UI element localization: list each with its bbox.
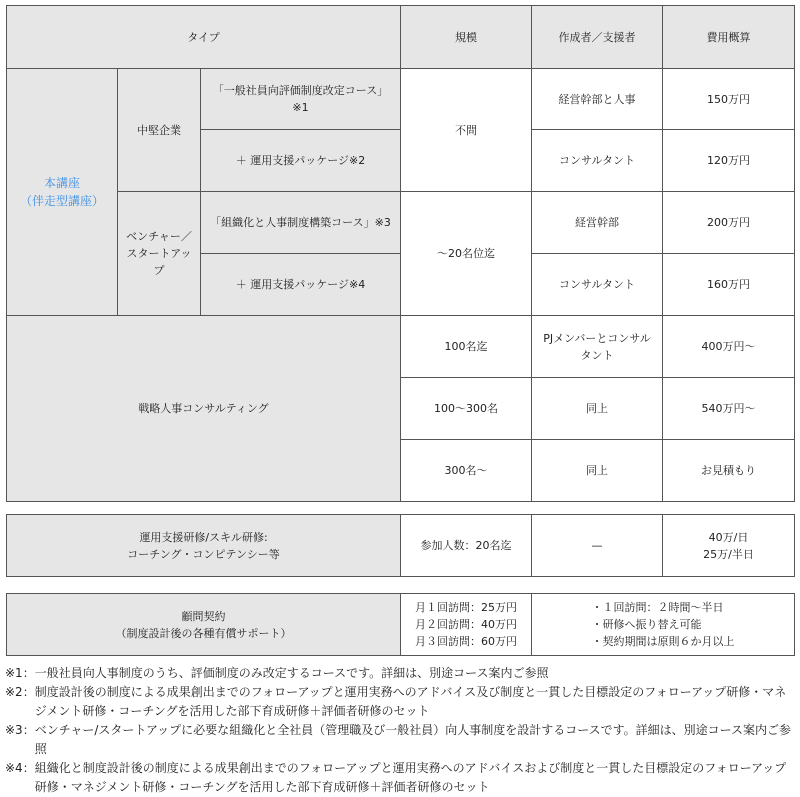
- cost-cell: 200万円: [663, 192, 795, 254]
- main-course-label-line2: （伴走型講座）: [19, 194, 104, 208]
- header-author: 作成者／支援者: [532, 6, 663, 69]
- training-label-line1: 運用支援研修/スキル研修:: [139, 530, 268, 544]
- footnote-text: ベンチャー/スタートアップに必要な組織化と全社員（管理職及び一般社員）向人事制度を設計するコースです。詳細は、別途コース案内ご参照: [34, 723, 792, 756]
- advisory-detail: ・研修へ振り替え可能: [591, 618, 702, 631]
- footnote: [5, 683, 795, 721]
- header-type: タイプ: [7, 6, 401, 69]
- cost-cell: お見積もり: [663, 440, 795, 502]
- footnote-text: 制度設計後の制度による成果創出までのフォローアップと運用実務へのアドバイス及び制度と一貫した目標設定のフォローアップ研修・マネジメント研修・コーチングを活用した部下育成研修＋評価者研修のセット: [34, 685, 787, 718]
- footnote: [5, 759, 795, 797]
- main-course-label-line1: 本講座: [43, 176, 80, 190]
- author-cell: 同上: [532, 378, 663, 440]
- author-cell: コンサルタント: [532, 130, 663, 192]
- footnote: [5, 721, 795, 759]
- scale-cell: 300名～: [401, 440, 532, 502]
- course-support-package-2: ＋ 運用支援パッケージ※2: [201, 130, 401, 192]
- scale-cell: 100～300名: [401, 378, 532, 440]
- venture-scale: ～20名位迄: [401, 192, 532, 316]
- author-cell: 経営幹部と人事: [532, 69, 663, 130]
- footnote: [5, 664, 795, 683]
- advisory-details: [532, 594, 795, 656]
- author-cell: PJメンバーとコンサルタント: [532, 316, 663, 378]
- advisory-detail: ・１回訪問：２時間～半日: [591, 601, 724, 614]
- footnote-text: 一般社員向人事制度のうち、評価制度のみ改定するコースです。詳細は、別途コース案内ご参照: [34, 666, 549, 680]
- cost-cell: 400万円～: [663, 316, 795, 378]
- training-label: [7, 515, 401, 577]
- training-cost-halfday: 25万/半日: [703, 547, 754, 561]
- header-scale: 規模: [401, 6, 532, 69]
- cost-cell: 160万円: [663, 254, 795, 316]
- footnotes: [5, 664, 795, 797]
- course-organization-hr: 「組織化と人事制度構築コース」※3: [201, 192, 401, 254]
- pricing-table: [6, 5, 795, 502]
- cost-cell: 540万円～: [663, 378, 795, 440]
- strategy-label: 戦略人事コンサルティング: [7, 316, 401, 502]
- author-cell: 経営幹部: [532, 192, 663, 254]
- advisory-detail: ・契約期間は原則６か月以上: [591, 635, 735, 648]
- course-support-package-4: ＋ 運用支援パッケージ※4: [201, 254, 401, 316]
- scale-cell: 100名迄: [401, 316, 532, 378]
- header-cost: 費用概算: [663, 6, 795, 69]
- footnote-mark: ※4：: [5, 761, 35, 775]
- footnote-mark: ※1：: [5, 666, 35, 680]
- cost-cell: 120万円: [663, 130, 795, 192]
- venture-label: ベンチャー／スタートアップ: [118, 192, 201, 316]
- training-table: [6, 514, 795, 577]
- training-scale: 参加人数：20名迄: [401, 515, 532, 577]
- advisory-table: [6, 593, 795, 656]
- visit-plan: 月２回訪問：40万円: [415, 618, 517, 631]
- training-label-line2: コーチング・コンピテンシー等: [127, 547, 280, 561]
- cost-cell: 150万円: [663, 69, 795, 130]
- training-cost-day: 40万/日: [708, 530, 749, 544]
- main-course-label: [7, 69, 118, 316]
- advisory-label-line1: 顧問契約: [181, 609, 226, 623]
- training-author: —: [532, 515, 663, 577]
- footnote-mark: ※2：: [5, 685, 35, 699]
- footnote-mark: ※3：: [5, 723, 35, 737]
- mid-company-label: 中堅企業: [118, 69, 201, 192]
- footnote-text: 組織化と制度設計後の制度による成果創出までのフォローアップと運用実務へのアドバイスおよび制度と一貫した目標設定のフォローアップ研修・マネジメント研修・コーチングを活用した部下育成研修＋評価者研修のセット: [34, 761, 787, 794]
- course-general-evaluation: 「一般社員向評価制度改定コース」※1: [201, 69, 401, 130]
- advisory-label-line2: （制度設計後の各種有償サポート）: [115, 626, 292, 640]
- mid-company-scale: 不問: [401, 69, 532, 192]
- advisory-visits: [401, 594, 532, 656]
- author-cell: コンサルタント: [532, 254, 663, 316]
- visit-plan: 月１回訪問：25万円: [415, 601, 517, 614]
- author-cell: 同上: [532, 440, 663, 502]
- visit-plan: 月３回訪問：60万円: [415, 635, 517, 648]
- advisory-label: [7, 594, 401, 656]
- training-cost: [663, 515, 795, 577]
